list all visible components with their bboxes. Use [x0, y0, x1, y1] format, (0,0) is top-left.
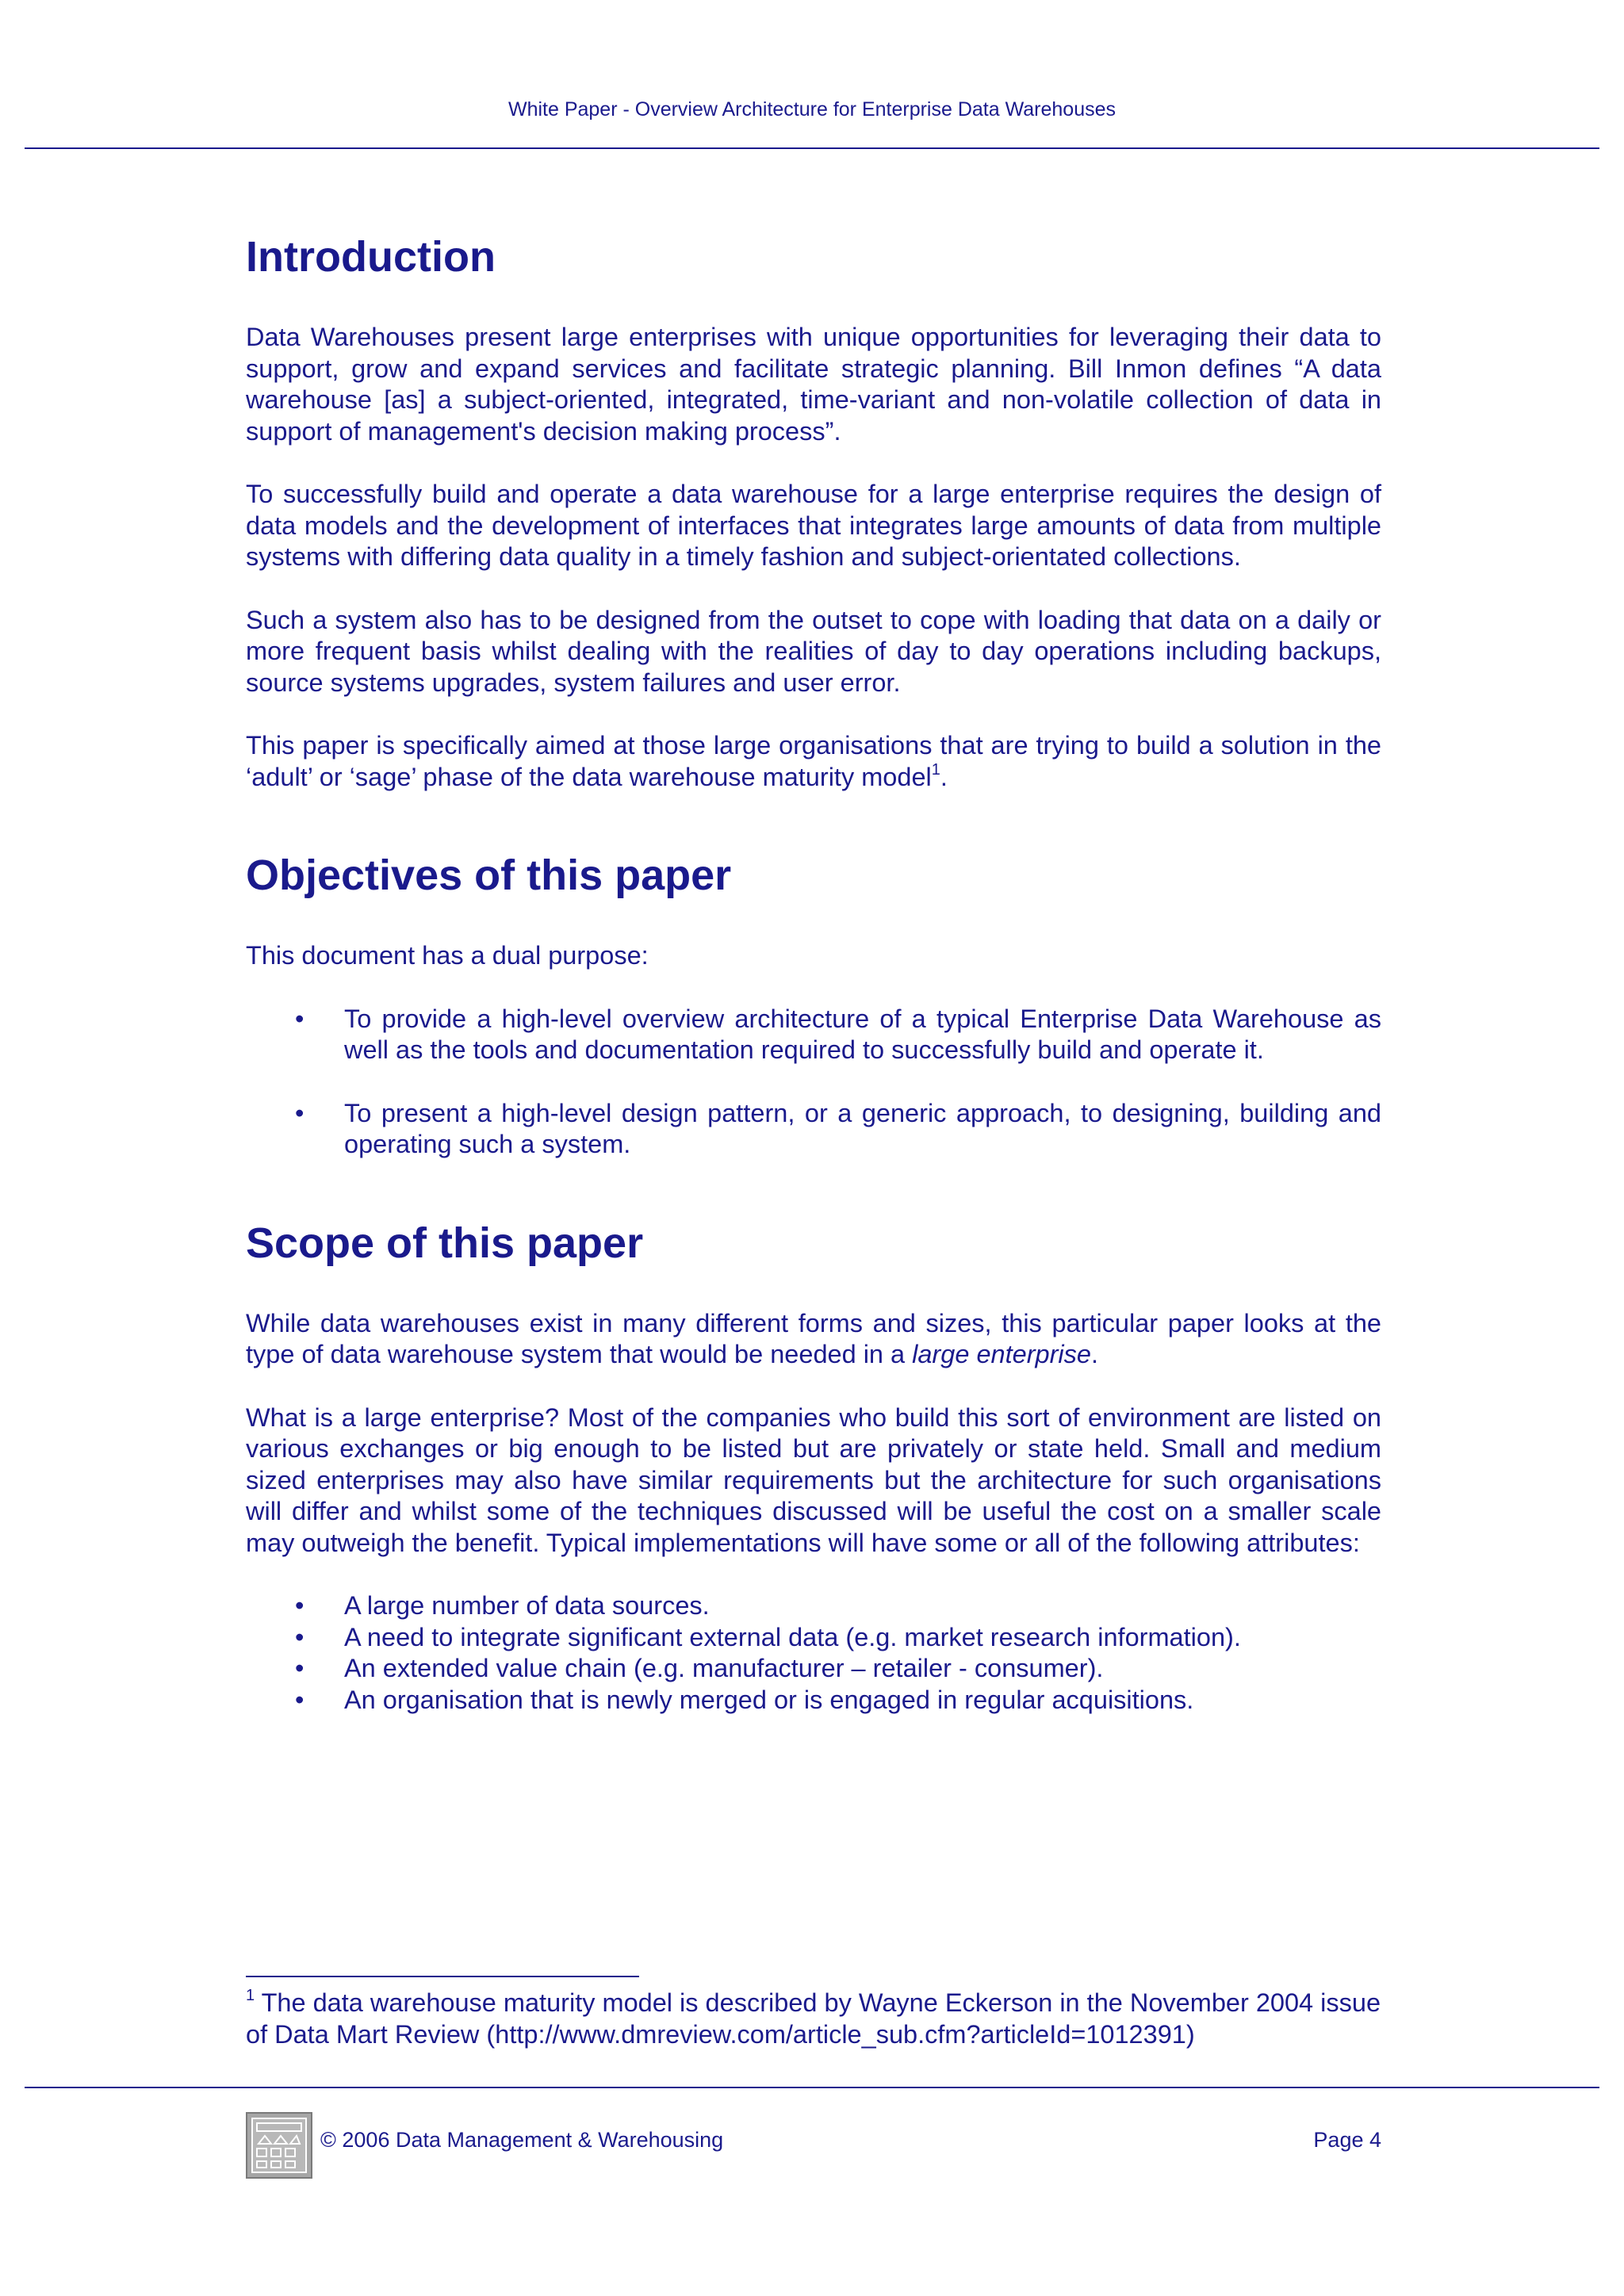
bullet-icon: • — [295, 1591, 304, 1620]
footnote-separator — [246, 1976, 639, 1977]
list-item-text: A need to integrate significant external data (e.g. market research information). — [344, 1622, 1241, 1651]
page-number: Page 4 — [1313, 2128, 1381, 2152]
list-item — [246, 1004, 1381, 1066]
scope-list — [246, 1590, 1381, 1716]
intro-paragraph-3: Such a system also has to be designed from the outset to cope with loading that data on a daily or more frequent basis whilst dealing with the realities of day to day operations including backups, source systems upgrades, system failures and user error. — [246, 605, 1381, 697]
running-header: White Paper - Overview Architecture for Enterprise Data Warehouses — [508, 98, 1116, 121]
bullet-icon: • — [295, 1098, 304, 1127]
intro-paragraph-4-text: This paper is specifically aimed at those large organisations that are trying to build a solution in the ‘adult’ or ‘sage’ phase of the data warehouse maturity model — [246, 731, 1381, 791]
bullet-icon: • — [295, 1004, 304, 1033]
list-item — [246, 1098, 1381, 1161]
scope-paragraph-1-end: . — [1090, 1340, 1098, 1368]
objectives-lead: This document has a dual purpose: — [246, 941, 649, 970]
list-item-text: To present a high-level design pattern, or a generic approach, to designing, building and operating such a system. — [344, 1098, 1381, 1158]
scope-paragraph-1-emphasis: large enterprise — [912, 1340, 1091, 1368]
footnote-number: 1 — [246, 1987, 255, 2004]
scope-paragraph-1 — [246, 1308, 1381, 1371]
heading-introduction: Introduction — [246, 233, 496, 281]
bullet-icon: • — [295, 1622, 304, 1651]
intro-paragraph-4 — [246, 730, 1381, 793]
scope-paragraph-1-text: While data warehouses exist in many different forms and sizes, this particular paper looks at the type of data warehouse system that would be needed in a — [246, 1308, 1381, 1368]
list-item-text: An organisation that is newly merged or is engaged in regular acquisitions. — [344, 1685, 1194, 1714]
intro-paragraph-2: To successfully build and operate a data warehouse for a large enterprise requires the design of data models and the development of interfaces that integrates large amounts of data from multiple systems with differing data quality in a timely fashion and subject-orientated collections. — [246, 480, 1381, 571]
list-item-text: A large number of data sources. — [344, 1591, 710, 1620]
bullet-icon: • — [295, 1685, 304, 1714]
list-item — [246, 1622, 1381, 1654]
footnote-text: The data warehouse maturity model is described by Wayne Eckerson in the November 2004 issue of Data Mart Review (http://www.dmreview.com/article_sub.cfm?articleId=1012391) — [246, 1988, 1381, 2049]
main-content — [246, 224, 1381, 1716]
footer-copyright: © 2006 Data Management & Warehousing — [320, 2128, 724, 2152]
list-item — [246, 1685, 1381, 1716]
list-item — [246, 1590, 1381, 1622]
heading-objectives: Objectives of this paper — [246, 851, 732, 899]
header-rule — [25, 147, 1599, 149]
bullet-icon: • — [295, 1654, 304, 1682]
list-item — [246, 1653, 1381, 1685]
heading-scope: Scope of this paper — [246, 1219, 644, 1267]
objectives-list — [246, 1004, 1381, 1161]
footer-rule — [25, 2087, 1599, 2088]
intro-paragraph-1: Data Warehouses present large enterprises with unique opportunities for leveraging their data to support, grow and expand services and facilitate strategic planning. Bill Inmon defines “A data warehouse [as] a subject-oriented, integrated, time-variant and non-volatile collection of data in support of management's decision making process”. — [246, 323, 1381, 446]
scope-paragraph-2: What is a large enterprise? Most of the companies who build this sort of environment are listed on various exchanges or big enough to be listed but are privately or state held. Small and medium sized enterprises may also have similar requirements but the architecture for such organisations will differ and whilst some of the techniques discussed will be useful the cost on a smaller scale may outweigh the benefit. Typical implementations will have some or all of the following attributes: — [246, 1402, 1381, 1557]
warehouse-logo-icon — [246, 2112, 312, 2179]
intro-paragraph-4-end: . — [940, 762, 948, 791]
footnote — [246, 1987, 1381, 2050]
footnote-reference[interactable]: 1 — [931, 760, 940, 779]
list-item-text: To provide a high-level overview architecture of a typical Enterprise Data Warehouse as well as the tools and documentation required to successfully build and operate it. — [344, 1004, 1381, 1064]
warehouse-logo-graphic — [247, 2114, 311, 2177]
list-item-text: An extended value chain (e.g. manufacturer – retailer - consumer). — [344, 1654, 1104, 1682]
